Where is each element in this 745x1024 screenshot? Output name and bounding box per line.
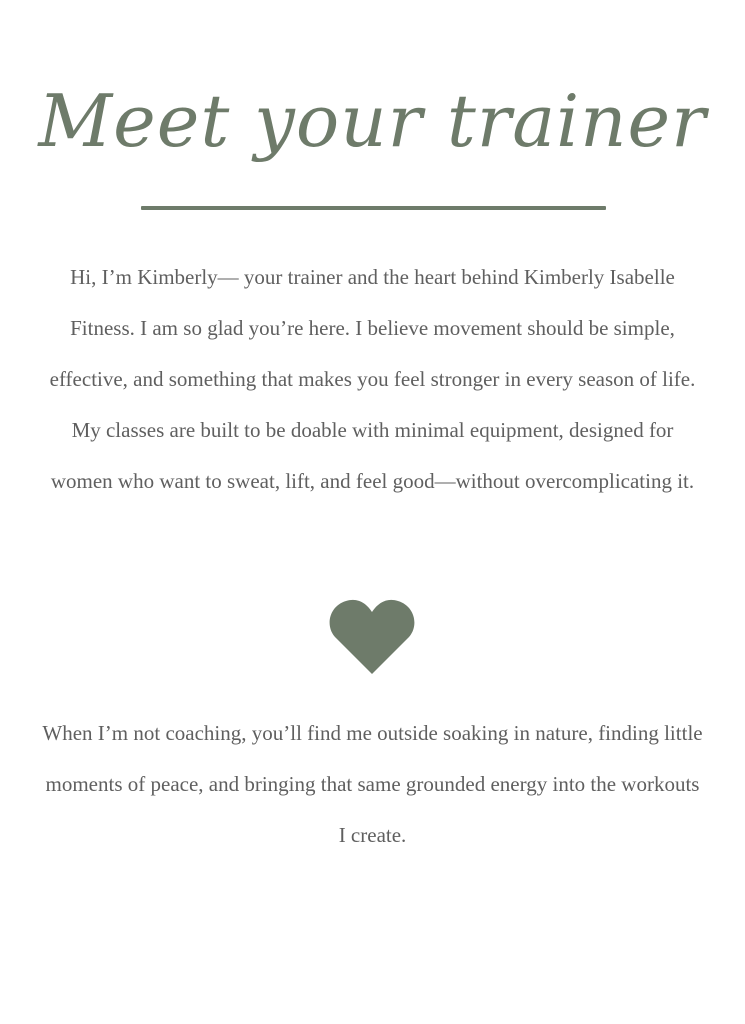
heart-icon-svg — [329, 598, 415, 674]
title-divider — [141, 206, 606, 210]
intro-paragraph: Hi, I’m Kimberly— your trainer and the heart behind Kimberly Isabelle Fitness. I am so glad you’re here. I believe movement should be simple, effective, and something that makes you feel stronger in every season of life. My classes are built to be doable with minimal equipment, designed for women who want to sweat, lift, and feel good—without overcomplicating it. — [49, 265, 696, 493]
outro-paragraph: When I’m not coaching, you’ll find me outside soaking in nature, finding little moments of peace, and bringing that same grounded energy into the workouts I create. — [42, 721, 703, 847]
page-title: Meet your trainer — [38, 79, 707, 163]
heart-icon — [329, 598, 415, 674]
